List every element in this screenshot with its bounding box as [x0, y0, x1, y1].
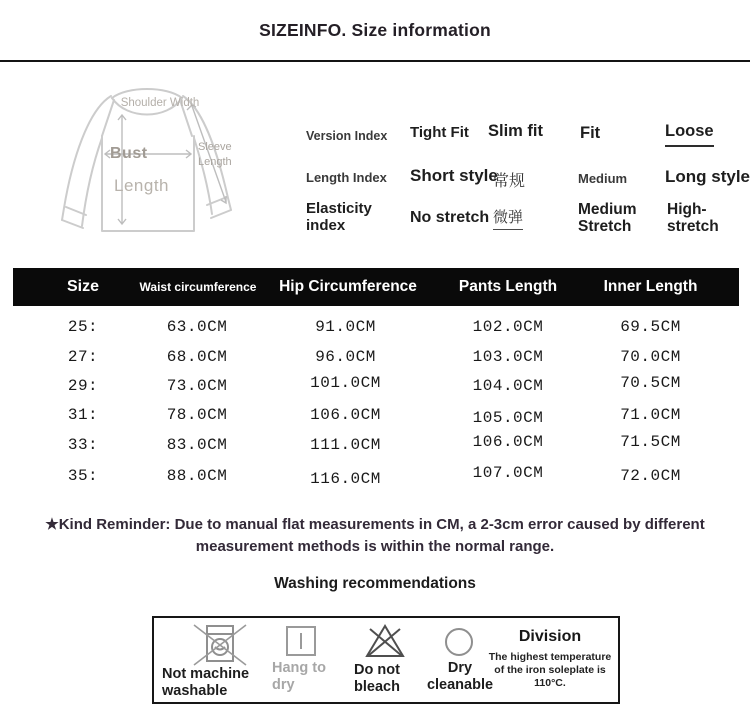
length-option-short: Short style [410, 166, 498, 185]
fit-option-fit: Fit [580, 124, 601, 142]
col-header-pants: Pants Length [458, 278, 558, 295]
washing-recommendations-heading: Washing recommendations [274, 575, 476, 592]
size-table-header [13, 268, 739, 306]
cell-hip: 116.0CM [310, 470, 381, 488]
cell-size: 35: [67, 467, 99, 485]
cell-inner: 70.0CM [620, 348, 681, 366]
cell-inner: 70.5CM [620, 374, 681, 392]
version-index-label: Version Index [306, 129, 388, 143]
cell-size: 29: [67, 377, 99, 395]
col-header-waist: Waist circumference [139, 280, 257, 294]
shirt-diagram [42, 76, 277, 264]
cell-hip: 101.0CM [310, 374, 381, 392]
no-machine-wash-icon [190, 623, 248, 667]
no-machine-wash-label: Not machine washable [162, 666, 250, 699]
cell-hip: 111.0CM [310, 436, 381, 454]
cell-waist: 73.0CM [166, 377, 228, 395]
cell-hip: 91.0CM [315, 318, 376, 336]
cell-pants: 102.0CM [472, 318, 544, 336]
elasticity-option-high: High-stretch [667, 201, 719, 235]
elasticity-index-label: Elasticity index [306, 200, 372, 234]
division-text: The highest temperature of the iron soleplate is 110°C. [488, 651, 612, 689]
fit-option-loose-selected: Loose [665, 122, 714, 147]
cell-pants: 103.0CM [472, 348, 544, 366]
col-header-size: Size [66, 278, 99, 295]
dry-cleanable-label: Dry cleanable [426, 660, 494, 693]
length-index-label: Length Index [306, 170, 387, 185]
elasticity-option-slight-selected: 微弹 [493, 206, 523, 230]
length-option-medium: Medium [578, 171, 628, 186]
fit-option-slim: Slim fit [488, 122, 544, 140]
division-title: Division [518, 628, 582, 645]
cell-waist: 88.0CM [166, 467, 228, 485]
length-label: Length [114, 176, 169, 195]
length-option-long: Long style [665, 167, 750, 186]
shoulder-width-label: Shoulder Width [120, 97, 200, 109]
cell-size: 33: [67, 436, 99, 454]
table-row [0, 464, 750, 493]
cell-inner: 71.5CM [620, 433, 681, 451]
cell-waist: 63.0CM [166, 318, 228, 336]
sleeve-length-label: Sleeve Length [198, 141, 232, 168]
do-not-bleach-icon [362, 622, 408, 660]
kind-reminder-note: ★Kind Reminder: Due to manual flat measurements in CM, a 2-3cm error caused by different measurement methods is within the normal range. [45, 516, 705, 555]
dry-cleanable-icon [443, 626, 475, 658]
do-not-bleach-label: Do not bleach [354, 662, 400, 695]
cell-waist: 78.0CM [166, 406, 228, 424]
table-row [0, 318, 750, 344]
table-row [0, 374, 750, 403]
table-row [0, 348, 750, 374]
table-row [0, 406, 750, 432]
cell-waist: 68.0CM [166, 348, 228, 366]
cell-pants: 105.0CM [472, 409, 544, 427]
cell-pants: 106.0CM [472, 433, 544, 451]
cell-waist: 83.0CM [166, 436, 228, 454]
cell-inner: 71.0CM [620, 406, 681, 424]
page-title: SIZEINFO. Size information [259, 20, 491, 40]
col-header-hip: Hip Circumference [279, 278, 417, 295]
cell-inner: 72.0CM [620, 467, 681, 485]
hang-to-dry-icon [284, 624, 318, 658]
cell-pants: 104.0CM [472, 377, 544, 395]
washing-instructions-box [152, 616, 620, 704]
col-header-inner: Inner Length [603, 278, 698, 295]
fit-option-tight: Tight Fit [410, 124, 469, 141]
cell-inner: 69.5CM [620, 318, 681, 336]
cell-hip: 96.0CM [315, 348, 376, 366]
length-option-regular: 常规 [493, 173, 526, 190]
cell-size: 25: [67, 318, 99, 336]
table-row [0, 433, 750, 462]
bust-label: Bust [110, 145, 148, 162]
elasticity-option-none: No stretch [410, 209, 490, 226]
hang-to-dry-label: Hang to dry [272, 660, 326, 693]
elasticity-option-medium: Medium Stretch [578, 201, 637, 235]
cell-hip: 106.0CM [310, 406, 381, 424]
cell-size: 27: [67, 348, 99, 366]
title-divider [0, 60, 750, 62]
cell-size: 31: [67, 406, 99, 424]
cell-pants: 107.0CM [472, 464, 544, 482]
